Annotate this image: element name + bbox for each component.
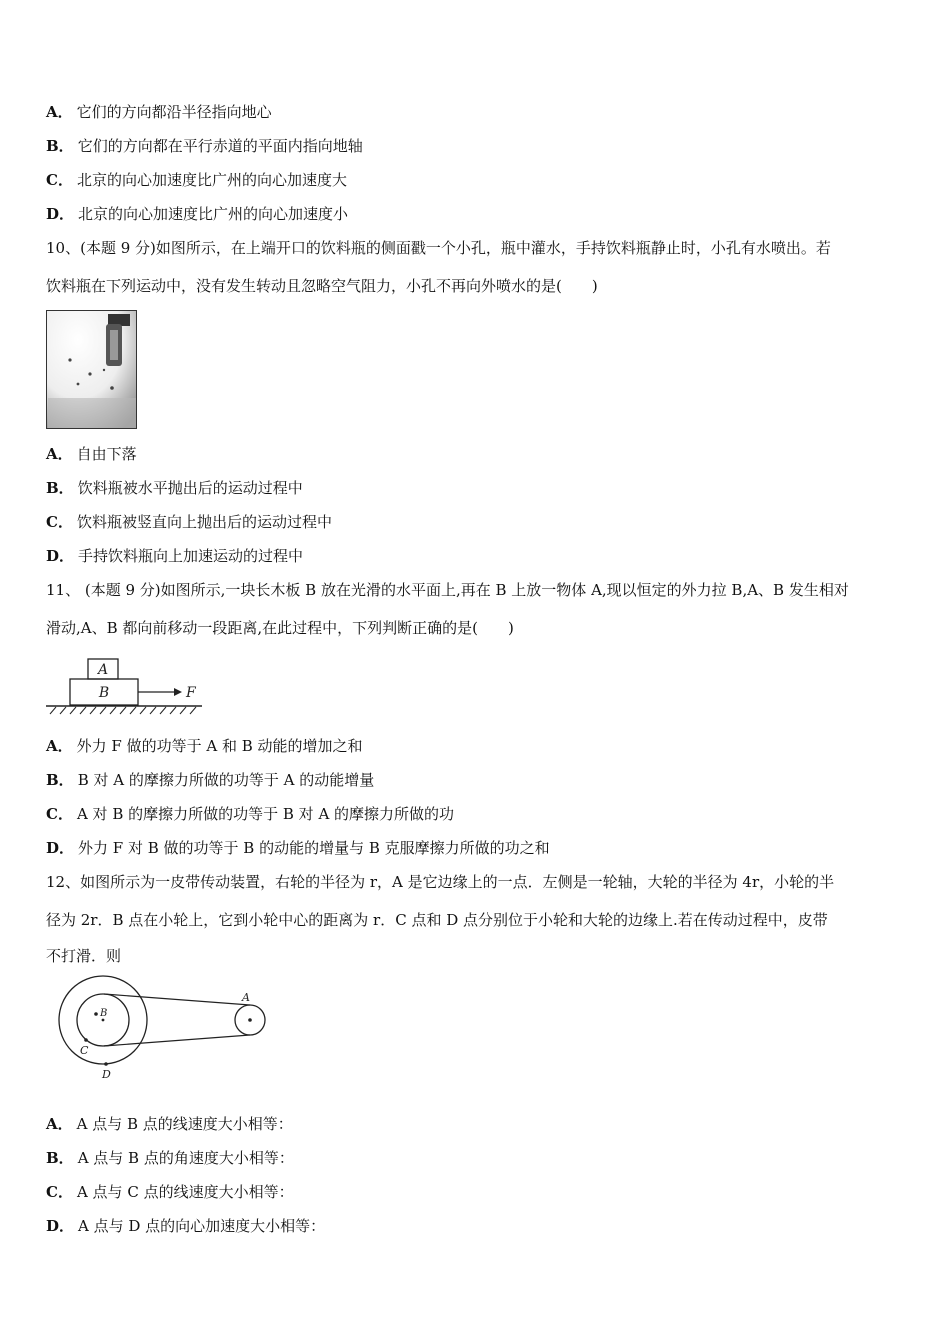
q9-option-d: D． 北京的向心加速度比广州的向心加速度小 <box>46 205 349 223</box>
force-label: F <box>186 685 196 701</box>
point-c-label: C <box>80 1044 89 1057</box>
point-b <box>94 1012 98 1016</box>
belt-drive-figure <box>46 974 276 1084</box>
point-d-label: D <box>102 1068 111 1081</box>
q11-option-a: A． 外力 F 做的功等于 A 和 B 动能的增加之和 <box>46 737 363 755</box>
q9-option-b: B． 它们的方向都在平行赤道的平面内指向地轴 <box>46 137 363 155</box>
belt-bottom <box>104 1035 250 1046</box>
board-block-figure <box>46 656 206 718</box>
q11-stem-line2: 滑动,A、B 都向前移动一段距离,在此过程中，下列判断正确的是( ) <box>46 619 514 637</box>
q12-option-d: D． A 点与 D 点的向心加速度大小相等： <box>46 1217 326 1235</box>
q12-option-c: C． A 点与 C 点的线速度大小相等： <box>46 1183 294 1201</box>
point-a-label: A <box>242 991 250 1004</box>
board-b-label: B <box>98 685 110 701</box>
force-arrow-head <box>174 688 182 696</box>
photo-shadow <box>48 398 136 428</box>
q10-stem-line1: 10、(本题 9 分)如图所示，在上端开口的饮料瓶的侧面戳一个小孔，瓶中灌水，手持饮料瓶静止时，小孔有水喷出。若 <box>46 239 831 257</box>
q12-option-a: A． A 点与 B 点的线速度大小相等： <box>46 1115 293 1133</box>
q10-option-a: A． 自由下落 <box>46 445 137 463</box>
q12-stem-line3: 不打滑．则 <box>46 947 122 965</box>
block-a-label: A <box>97 662 109 678</box>
point-c <box>84 1038 88 1042</box>
q12-option-b: B． A 点与 B 点的角速度大小相等： <box>46 1149 294 1167</box>
q12-stem-line2: 径为 2r．B 点在小轮上，它到小轮中心的距离为 r．C 点和 D 点分别位于小轮和大轮的边缘上.若在传动过程中，皮带 <box>46 911 828 929</box>
water-drop <box>77 383 80 386</box>
q9-option-c: C． 北京的向心加速度比广州的向心加速度大 <box>46 171 347 189</box>
q10-option-c: C． 饮料瓶被竖直向上抛出后的运动过程中 <box>46 513 332 531</box>
q11-option-d: D． 外力 F 对 B 做的功等于 B 的动能的增量与 B 克服摩擦力所做的功之和 <box>46 839 550 857</box>
right-wheel-center <box>248 1018 252 1022</box>
point-b-label: B <box>100 1008 108 1019</box>
point-d <box>104 1062 108 1066</box>
q11-option-c: C． A 对 B 的摩擦力所做的功等于 B 对 A 的摩擦力所做的功 <box>46 805 455 823</box>
q10-stem-line2: 饮料瓶在下列运动中，没有发生转动且忽略空气阻力，小孔不再向外喷水的是( ) <box>46 277 598 295</box>
belt-top <box>104 994 250 1005</box>
ground-hatching <box>50 707 196 714</box>
q11-option-b: B． B 对 A 的摩擦力所做的功等于 A 的动能增量 <box>46 771 375 789</box>
q11-stem-line1: 11、 (本题 9 分)如图所示,一块长木板 B 放在光滑的水平面上,再在 B 上放一物体 A,现以恒定的外力拉 B,A、B 发生相对 <box>46 581 849 599</box>
water-drop <box>103 369 105 371</box>
q10-option-d: D． 手持饮料瓶向上加速运动的过程中 <box>46 547 304 565</box>
water-drop <box>68 358 71 361</box>
bottle-photo-figure <box>46 310 138 430</box>
axle-center <box>102 1019 105 1022</box>
water-drop <box>88 372 91 375</box>
q9-option-a: A． 它们的方向都沿半径指向地心 <box>46 103 272 121</box>
q10-option-b: B． 饮料瓶被水平抛出后的运动过程中 <box>46 479 303 497</box>
water-drop <box>110 386 114 390</box>
q12-stem-line1: 12、如图所示为一皮带传动装置，右轮的半径为 r，A 是它边缘上的一点．左侧是一轮轴，大轮的半径为 4r，小轮的半 <box>46 873 835 891</box>
